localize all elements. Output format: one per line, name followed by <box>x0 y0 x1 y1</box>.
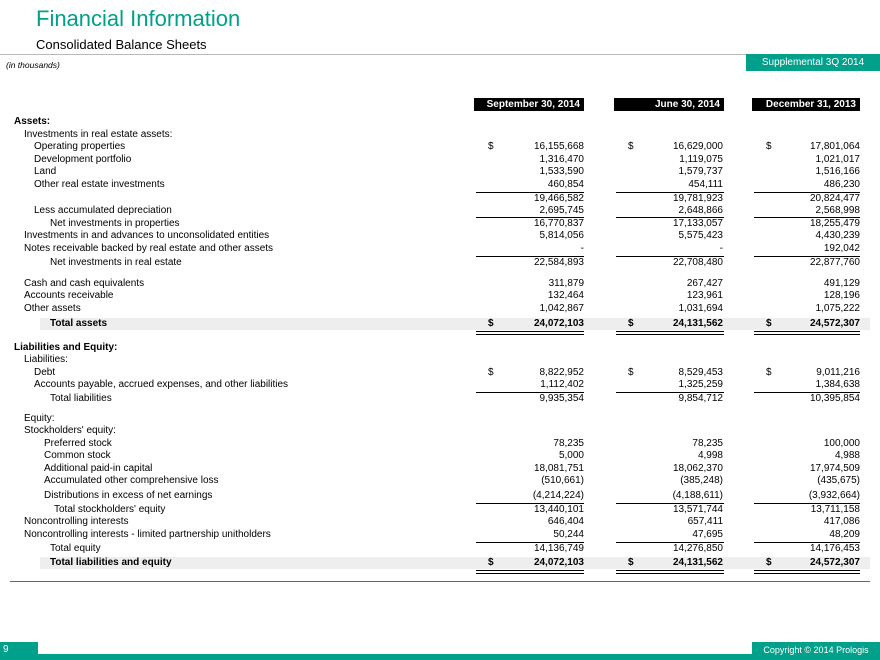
value-cell: 48,209 <box>829 529 860 540</box>
value-cell: (3,932,664) <box>808 490 860 501</box>
value-cell: 1,031,694 <box>678 303 723 314</box>
supplemental-badge: Supplemental 3Q 2014 <box>746 54 880 71</box>
table-row <box>10 193 870 205</box>
value-cell: 1,579,737 <box>678 166 723 177</box>
value-cell: 9,935,354 <box>539 393 584 404</box>
subtotal-rule <box>754 256 860 257</box>
value-cell: 18,081,751 <box>533 463 584 474</box>
value-cell: (4,188,611) <box>672 490 723 501</box>
value-cell: 417,086 <box>823 516 860 527</box>
value-cell: (510,661) <box>541 475 584 486</box>
row-label: Notes receivable backed by real estate and other assets <box>24 243 274 254</box>
value-cell: 4,998 <box>697 450 723 461</box>
value-cell: 13,711,158 <box>810 504 860 515</box>
value-cell: 192,042 <box>823 243 860 254</box>
row-label: Net investments in properties <box>50 218 180 229</box>
value-cell: 24,072,103 <box>533 318 584 329</box>
subtotal-rule <box>616 542 724 543</box>
row-label: Other real estate investments <box>34 179 165 190</box>
row-label: Equity: <box>24 413 55 424</box>
value-cell: 1,075,222 <box>815 303 860 314</box>
row-label: Total stockholders' equity <box>54 504 166 515</box>
dollar-sign: $ <box>628 318 634 329</box>
value-cell: 9,011,216 <box>816 367 860 378</box>
row-label: Operating properties <box>34 141 126 152</box>
table-row <box>10 490 870 502</box>
subtotal-rule <box>754 192 860 193</box>
subtotal-rule <box>754 217 860 218</box>
table-row <box>10 129 870 141</box>
table-row <box>10 450 870 462</box>
value-cell: 132,464 <box>547 290 584 301</box>
total-double-rule <box>476 331 584 335</box>
dollar-sign: $ <box>488 367 494 378</box>
value-cell: 24,572,307 <box>809 557 860 568</box>
value-cell: 100,000 <box>823 438 860 449</box>
subtotal-rule <box>476 192 584 193</box>
row-label: Other assets <box>24 303 81 314</box>
table-row <box>10 413 870 425</box>
row-label: Assets: <box>14 116 51 127</box>
row-label: Net investments in real estate <box>50 257 182 268</box>
value-cell: 10,395,854 <box>809 393 860 404</box>
row-label: Less accumulated depreciation <box>34 205 172 216</box>
value-cell: 78,235 <box>692 438 723 449</box>
value-cell: 18,255,479 <box>809 218 860 229</box>
value-cell: 491,129 <box>823 278 860 289</box>
value-cell: 8,822,952 <box>539 367 584 378</box>
dollar-sign: $ <box>628 367 634 378</box>
dollar-sign: $ <box>488 141 494 152</box>
table-row <box>10 379 870 391</box>
row-label: Accounts payable, accrued expenses, and other liabilities <box>34 379 289 390</box>
column-header-dec-2013: December 31, 2013 <box>752 98 860 111</box>
table-row <box>10 504 870 516</box>
value-cell: 1,316,470 <box>539 154 584 165</box>
table-row <box>10 218 870 230</box>
value-cell: 2,648,866 <box>678 205 723 216</box>
page-number: 9 <box>0 642 38 660</box>
row-label: Total assets <box>50 318 108 329</box>
table-row <box>10 230 870 242</box>
subtotal-rule <box>754 392 860 393</box>
value-cell: 24,131,562 <box>672 557 723 568</box>
value-cell: 1,516,166 <box>815 166 860 177</box>
dollar-sign: $ <box>766 557 772 568</box>
table-row <box>10 367 870 379</box>
value-cell: - <box>580 243 584 254</box>
row-label: Distributions in excess of net earnings <box>44 490 213 501</box>
subtotal-rule <box>476 256 584 257</box>
subtotal-rule <box>476 392 584 393</box>
row-label: Total liabilities <box>50 393 112 404</box>
value-cell: 1,325,259 <box>678 379 723 390</box>
table-row <box>10 205 870 217</box>
table-row <box>10 516 870 528</box>
value-cell: 2,568,998 <box>815 205 860 216</box>
value-cell: 5,575,423 <box>678 230 723 241</box>
value-cell: 123,961 <box>686 290 723 301</box>
value-cell: 17,801,064 <box>809 141 860 152</box>
value-cell: (4,214,224) <box>532 490 584 501</box>
row-label: Accumulated other comprehensive loss <box>44 475 219 486</box>
table-row <box>10 438 870 450</box>
dollar-sign: $ <box>766 318 772 329</box>
value-cell: 267,427 <box>686 278 723 289</box>
table-row <box>10 475 870 487</box>
value-cell: 22,708,480 <box>672 257 723 268</box>
row-label: Total equity <box>50 543 101 554</box>
table-row <box>10 425 870 437</box>
value-cell: 78,235 <box>553 438 584 449</box>
value-cell: 16,629,000 <box>672 141 723 152</box>
value-cell: 4,988 <box>834 450 860 461</box>
value-cell: 24,131,562 <box>672 318 723 329</box>
subtotal-rule <box>476 217 584 218</box>
table-bottom-rule <box>10 581 870 582</box>
dollar-sign: $ <box>766 141 772 152</box>
value-cell: 646,404 <box>547 516 584 527</box>
table-row <box>10 166 870 178</box>
table-row <box>40 318 870 330</box>
value-cell: 5,000 <box>558 450 584 461</box>
subtotal-rule <box>616 192 724 193</box>
page-title: Financial Information <box>36 6 241 31</box>
value-cell: 47,695 <box>692 529 723 540</box>
row-label: Land <box>34 166 57 177</box>
value-cell: 1,042,867 <box>539 303 584 314</box>
table-row <box>10 529 870 541</box>
table-row <box>10 116 870 128</box>
table-row <box>10 543 870 555</box>
value-cell: 17,133,057 <box>672 218 723 229</box>
table-row <box>10 303 870 315</box>
total-double-rule <box>754 570 860 574</box>
dollar-sign: $ <box>488 557 494 568</box>
value-cell: 1,384,638 <box>815 379 860 390</box>
table-row <box>10 342 870 354</box>
table-row <box>10 154 870 166</box>
table-row <box>10 290 870 302</box>
subtotal-rule <box>616 503 724 504</box>
row-label: Cash and cash equivalents <box>24 278 145 289</box>
row-label: Debt <box>34 367 56 378</box>
value-cell: 14,276,850 <box>672 543 723 554</box>
table-row <box>40 557 870 569</box>
row-label: Investments in real estate assets: <box>24 129 173 140</box>
value-cell: 486,230 <box>823 179 860 190</box>
value-cell: 5,814,056 <box>539 230 584 241</box>
row-label: Liabilities and Equity: <box>14 342 118 353</box>
total-double-rule <box>616 570 724 574</box>
subtotal-rule <box>754 542 860 543</box>
subtotal-rule <box>616 256 724 257</box>
table-row <box>10 257 870 269</box>
row-label: Noncontrolling interests - limited partnership unitholders <box>24 529 271 540</box>
dollar-sign: $ <box>766 367 772 378</box>
value-cell: 128,196 <box>823 290 860 301</box>
value-cell: 4,430,239 <box>815 230 860 241</box>
table-row <box>10 141 870 153</box>
value-cell: 24,072,103 <box>533 557 584 568</box>
value-cell: 460,854 <box>547 179 584 190</box>
row-label: Noncontrolling interests <box>24 516 129 527</box>
total-double-rule <box>616 331 724 335</box>
row-label: Liabilities: <box>24 354 68 365</box>
value-cell: 20,824,477 <box>809 193 860 204</box>
value-cell: 1,021,017 <box>815 154 860 165</box>
subtotal-rule <box>616 392 724 393</box>
value-cell: 2,695,745 <box>539 205 584 216</box>
value-cell: 16,770,837 <box>533 218 584 229</box>
value-cell: 22,584,893 <box>533 257 584 268</box>
value-cell: 16,155,668 <box>533 141 584 152</box>
subtotal-rule <box>616 217 724 218</box>
value-cell: 13,440,101 <box>533 504 584 515</box>
dollar-sign: $ <box>488 318 494 329</box>
value-cell: 311,879 <box>548 278 584 289</box>
units-note: (in thousands) <box>6 60 60 70</box>
row-label: Development portfolio <box>34 154 132 165</box>
value-cell: 8,529,453 <box>678 367 723 378</box>
subtotal-rule <box>476 503 584 504</box>
value-cell: 1,533,590 <box>539 166 584 177</box>
value-cell: 17,974,509 <box>809 463 860 474</box>
value-cell: 18,062,370 <box>672 463 723 474</box>
row-label: Preferred stock <box>44 438 112 449</box>
value-cell: 19,466,582 <box>533 193 584 204</box>
row-label: Investments in and advances to unconsolidated entities <box>24 230 270 241</box>
dollar-sign: $ <box>628 141 634 152</box>
page-subtitle: Consolidated Balance Sheets <box>36 37 207 52</box>
column-header-jun-2014: June 30, 2014 <box>614 98 724 111</box>
table-row <box>10 393 870 405</box>
row-label: Total liabilities and equity <box>50 557 172 568</box>
value-cell: 24,572,307 <box>809 318 860 329</box>
dollar-sign: $ <box>628 557 634 568</box>
total-double-rule <box>754 331 860 335</box>
value-cell: 14,176,453 <box>809 543 860 554</box>
value-cell: - <box>719 243 723 254</box>
row-label: Accounts receivable <box>24 290 114 301</box>
value-cell: 1,119,075 <box>679 154 723 165</box>
subtotal-rule <box>754 503 860 504</box>
table-row <box>10 179 870 191</box>
row-label: Common stock <box>44 450 111 461</box>
table-row <box>10 354 870 366</box>
footer-bar <box>0 654 880 660</box>
table-row <box>10 278 870 290</box>
subtotal-rule <box>476 542 584 543</box>
value-cell: 22,877,760 <box>809 257 860 268</box>
table-row <box>10 463 870 475</box>
row-label: Stockholders' equity: <box>24 425 116 436</box>
value-cell: 19,781,923 <box>672 193 723 204</box>
value-cell: 454,111 <box>688 179 723 190</box>
copyright: Copyright © 2014 Prologis <box>752 642 880 660</box>
value-cell: 1,112,402 <box>540 379 584 390</box>
value-cell: 657,411 <box>687 516 723 527</box>
total-double-rule <box>476 570 584 574</box>
footer <box>0 642 880 660</box>
value-cell: 14,136,749 <box>533 543 584 554</box>
table-row <box>10 243 870 255</box>
value-cell: 13,571,744 <box>672 504 723 515</box>
value-cell: (435,675) <box>817 475 860 486</box>
value-cell: (385,248) <box>680 475 723 486</box>
row-label: Additional paid-in capital <box>44 463 153 474</box>
column-header-sep-2014: September 30, 2014 <box>474 98 584 111</box>
value-cell: 9,854,712 <box>678 393 723 404</box>
value-cell: 50,244 <box>553 529 584 540</box>
